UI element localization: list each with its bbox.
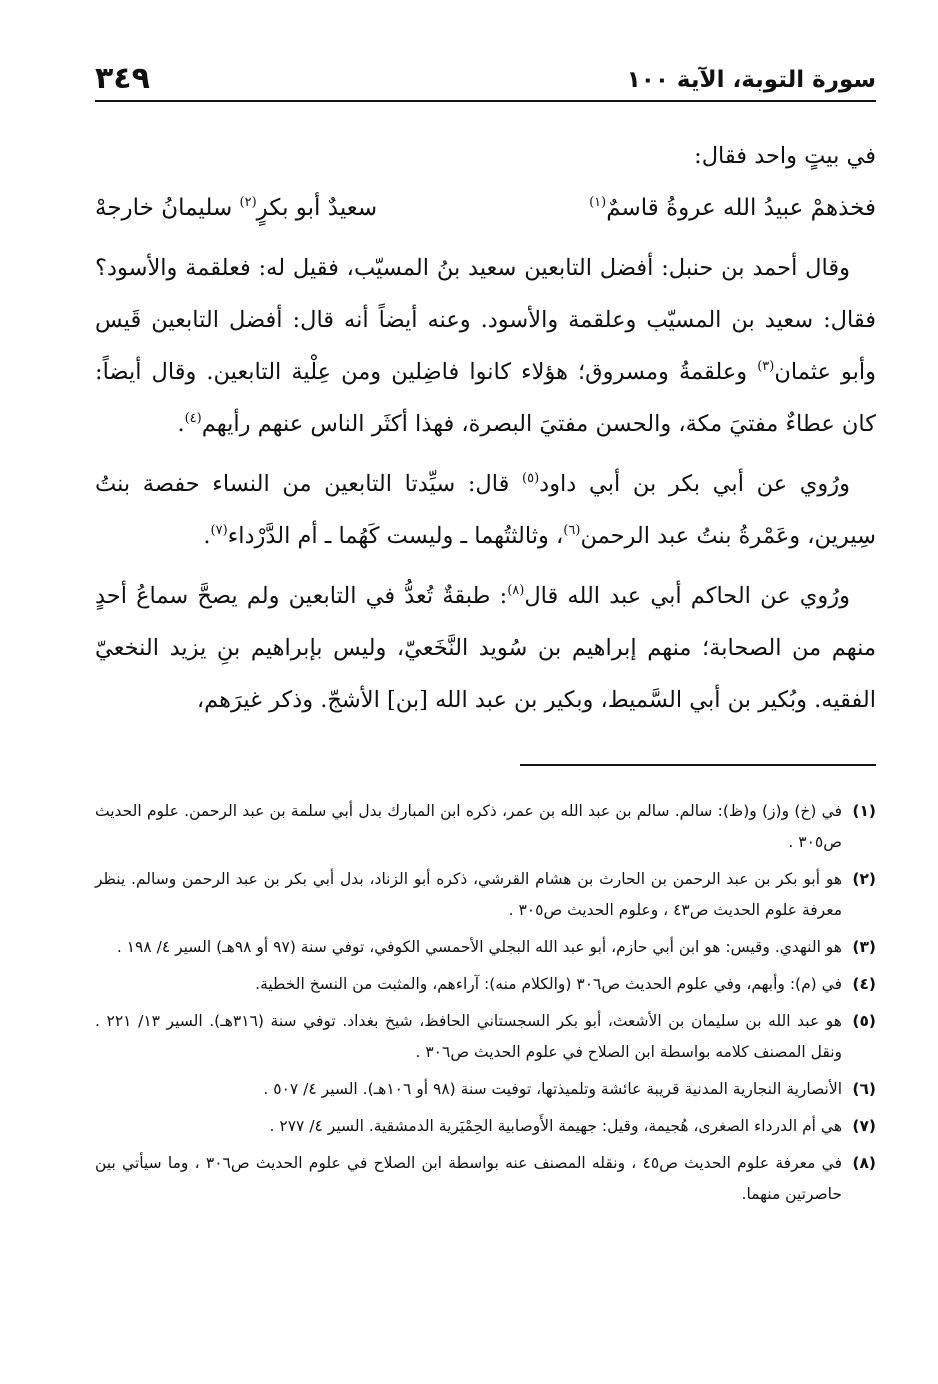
verse-second-hemistich: سعيدٌ أبو بكرٍ$^{(٢)}$ سليمانُ خارجهْ [95,195,378,221]
footnote-ref-6[interactable]: (٦) [563,523,581,538]
footnote-text: في (م): وأبهم، وفي علوم الحديث ص٣٠٦ (والكلام منه): آراءهم، والمثبت من النسخ الخطية. [255,975,842,993]
footnote-text: هي أم الدرداء الصغرى، هُجيمة، وقيل: جهيمة الأَوصابية الحِمْيَرية الدمشقية. السير ٤/ ٢٧٧ . [269,1117,842,1135]
footnote-item [95,864,876,926]
footnote-item [95,796,876,858]
footnote-ref-2[interactable]: (٢) [239,195,257,210]
footnote-ref-4[interactable]: (٤) [184,411,202,426]
footnotes [95,796,876,1216]
intro-line: في بيتٍ واحد فقال: [694,143,876,169]
paragraph-ahmad: وقال أحمد بن حنبل: أفضل التابعين سعيد بنُ المسيّب، فقيل له: فعلقمة والأسود؟ فقال: سعيد بن المسيّب وعلقمة والأسود. وعنه أيضاً أنه قال: أفضل التابعين قَيس وأبو عثمان$^{(٣)}$ وعلقمةُ ومسروق؛ هؤلاء كانوا فاضِلين ومن عِلْية التابعين. وقال أيضاً: كان عطاءٌ مفتيَ مكة، والحسن مفتيَ البصرة، فهذا أكثَر الناس عنهم رأيهم$^{(٤)}$. [95,255,876,437]
footnote-number: (٧) [852,1117,876,1135]
poetry-verse [95,182,876,234]
footnote-number: (٨) [852,1154,876,1172]
footnote-number: (٦) [852,1080,876,1098]
paragraph-abu-bakr: ورُوي عن أبي بكر بن أبي داود$^{(٥)}$ قال: سيِّدتا التابعين من النساء حفصة بنتُ سِيرين، وعَمْرةُ بنتُ عبد الرحمن$^{(٦)}$، وثالثتُهما ـ وليست كَهُما ـ أم الدَّرْداء$^{(٧)}$. [95,471,876,549]
page-header [95,58,876,98]
footnote-text: هو أبو بكر بن عبد الرحمن بن الحارث بن هشام القرشي، ذكره أبو الزناد، بدل أبي بكر بن عبد الرحمن وسالم. ينظر معرفة علوم الحديث ص٤٣ ، وعلوم الحديث ص٣٠٥ . [95,870,842,919]
footnote-number: (٣) [852,938,876,956]
footnote-ref-7[interactable]: (٧) [210,523,228,538]
footnote-text: هو النهدي. وقيس: هو ابن أبي حازم، أبو عبد الله البجلي الأحمسي الكوفي، توفي سنة (٩٧ أو ٩٨هـ) السير ٤/ ١٩٨ . [116,938,842,956]
footnote-item [95,932,876,963]
footnote-number: (١) [852,802,876,820]
footnote-item [95,969,876,1000]
footnote-item [95,1148,876,1210]
footnote-text: في (خ) و(ز) و(ظ): سالم. سالم بن عبد الله بن عمر، ذكره ابن المبارك بدل أبي سلمة بن عبد الرحمن. علوم الحديث ص٣٠٥ . [95,802,842,851]
header-rule [95,100,876,102]
footnote-number: (٤) [852,975,876,993]
footnote-number: (٥) [852,1012,876,1030]
footnote-ref-8[interactable]: (٨) [507,583,525,598]
footnote-item [95,1006,876,1068]
footnote-separator [520,764,876,766]
footnote-ref-5[interactable]: (٥) [522,471,540,486]
paragraph-hakim: ورُوي عن الحاكم أبي عبد الله قال$^{(٨)}$: طبقةٌ تُعدُّ في التابعين ولم يصحَّ سماعُ أحدٍ منهم من الصحابة؛ منهم إبراهيم بن سُويد النَّخَعيّ، وليس بإبراهيم بنِ يزيد النخعيّ الفقيه. وبُكير بن أبي السَّميط، وبكير بن عبد الله [بن] الأشجّ. وذكر غيرَهم، [95,583,876,713]
running-title: سورة التوبة، الآية ١٠٠ [626,67,876,93]
main-text [95,130,876,726]
page-number: ٣٤٩ [95,61,150,96]
verse-first-hemistich: فخذهمْ عبيدُ الله عروةُ قاسمٌ$^{(١)}$ [589,195,876,221]
footnote-text: هو عبد الله بن سليمان بن الأشعث، أبو بكر السجستاني الحافظ، شيخ بغداد. توفي سنة (٣١٦هـ). السير ١٣/ ٢٢١ . ونقل المصنف كلامه بواسطة ابن الصلاح في علوم الحديث ص٣٠٦ . [95,1012,842,1061]
footnote-text: في معرفة علوم الحديث ص٤٥ ، ونقله المصنف عنه بواسطة ابن الصلاح في علوم الحديث ص٣٠٦ ، وما سيأتي بين حاصرتين منهما. [95,1154,842,1203]
footnote-item [95,1074,876,1105]
footnote-ref-3[interactable]: (٣) [757,359,775,374]
footnote-ref-1[interactable]: (١) [589,195,607,210]
footnote-text: الأنصارية النجارية المدنية قريبة عائشة وتلميذتها، توفيت سنة (٩٨ أو ١٠٦هـ). السير ٤/ ٥٠٧ . [263,1080,842,1098]
footnote-number: (٢) [852,870,876,888]
footnote-item [95,1111,876,1142]
